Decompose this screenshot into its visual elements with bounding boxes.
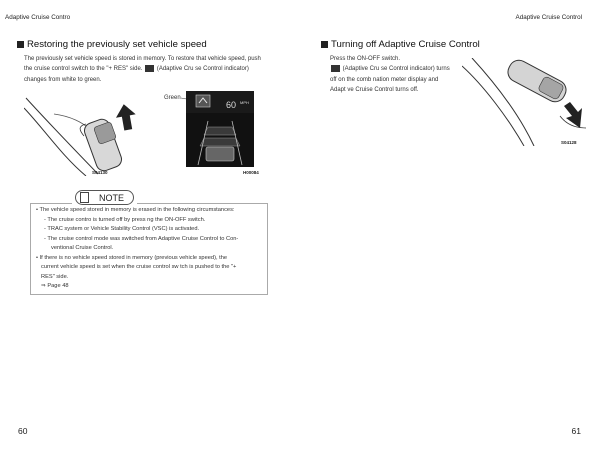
vehicle-icon [206, 147, 234, 161]
right-body-line4: Adapt ve Cruise Control turns off. [330, 87, 419, 94]
note-item: RES" side. [41, 273, 69, 280]
cruise-indicator-icon [331, 65, 340, 72]
note-title-badge: NOTE [75, 190, 134, 205]
note-list [36, 206, 264, 292]
header-right: Adaptive Cruise Control [515, 14, 582, 21]
right-body-line2: (Adaptive Cru se Control indicator) turns [330, 64, 460, 74]
page-number-right: 61 [571, 426, 581, 436]
left-section-title: Restoring the previously set vehicle speed [27, 39, 207, 50]
right-body [330, 54, 460, 96]
left-body-line3: changes from white to green. [24, 76, 102, 83]
right-body-line1: Press the ON-OFF switch. [330, 56, 401, 62]
note-item: • If there is no vehicle speed stored in memory (previous vehicle speed), the [36, 254, 228, 261]
note-item: ventional Cruise Control. [51, 245, 114, 251]
speed-unit: MPH [240, 100, 249, 105]
green-label: Green [164, 95, 181, 101]
speed-readout: 60 [226, 100, 237, 110]
left-body-line1: The previously set vehicle speed is stored in memory. To restore that vehicle speed, push [24, 56, 261, 62]
figure-code-right-section: S04128 [561, 140, 577, 145]
note-item: - TRAC system or Vehicle Stability Control (VSC) is activated. [44, 226, 200, 232]
cruise-indicator-icon [145, 65, 154, 72]
heading-bullet-icon [17, 41, 24, 48]
left-body [24, 54, 294, 85]
page-number-left: 60 [18, 426, 28, 436]
left-body-line2: the cruise control switch to the "+ RES" side. (Adaptive Cru se Control indicator) [24, 66, 249, 73]
meter-display-illustration [186, 91, 254, 167]
stalk-off-illustration [462, 58, 590, 146]
cruise-indicator-display-icon [196, 95, 210, 107]
right-body-line3: off on the comb nation meter display and [330, 76, 439, 83]
stalk-push-illustration [24, 94, 154, 176]
note-item: • The vehicle speed stored in memory is erased in the following circumstances: [36, 207, 235, 213]
note-icon [80, 192, 89, 203]
note-item: - The cruise control mode was switched from Adaptive Cruise Control to Con- [44, 235, 239, 242]
right-section-heading [321, 39, 480, 50]
note-item: current vehicle speed is set when the cruise control sw tch is pushed to the "+ [41, 264, 237, 270]
left-section-heading [17, 39, 207, 50]
figure-code-right: H00084 [243, 170, 259, 175]
figure-code-left: S04130 [92, 170, 108, 175]
push-arrow-icon [564, 102, 582, 128]
note-title [72, 190, 137, 205]
right-section-title: Turning off Adaptive Cruise Control [331, 39, 480, 50]
heading-bullet-icon [321, 41, 328, 48]
note-item: ⇒ Page 48 [41, 283, 69, 289]
header-left: Adaptive Cruise Contro [5, 14, 71, 21]
note-item: - The cruise contro is turned off by press ng the ON-OFF switch. [44, 216, 206, 223]
